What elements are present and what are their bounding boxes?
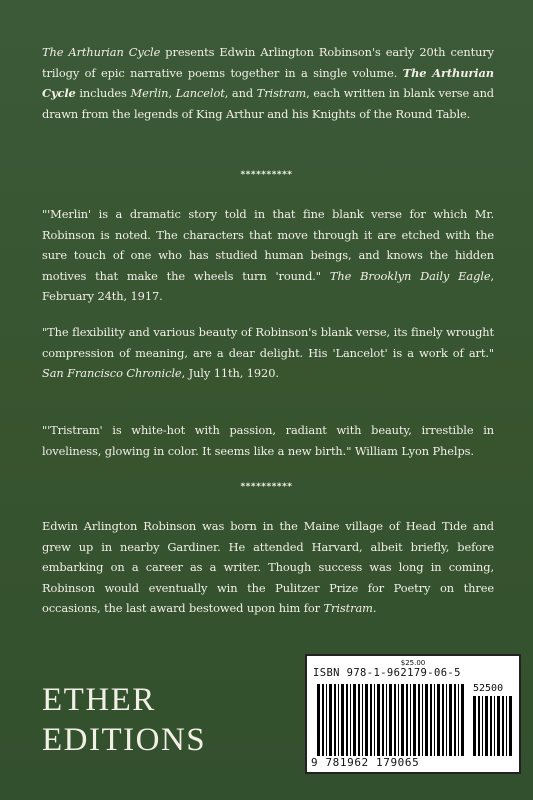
barcode-bar (350, 684, 351, 756)
isbn-label: ISBN 978-1-962179-06-5 (313, 667, 461, 679)
quote-text: "The flexibility and various beauty of Robinson's blank verse, its finely wrought compression of meaning, are a dear delight. His 'Lancelot' is a work of art." (42, 325, 494, 360)
barcode-bar (386, 684, 387, 756)
quote-date: , February 24th, 1917. (42, 268, 494, 303)
barcode-bar (502, 696, 504, 756)
barcode-bar (446, 684, 447, 756)
barcode-bar (370, 684, 372, 756)
barcode-bar (473, 696, 476, 756)
barcode-bar (329, 684, 332, 756)
quote-text: "'Merlin' is a dramatic story told in that fine blank verse for which Mr. Robinson is noted. The characters that move through it are etched with the sure touch of one who has studied human beings, and knows the hidden motives that make the wheels turn 'round." (42, 207, 494, 283)
barcode-bar (506, 696, 507, 756)
publisher-line-1: ETHER (42, 682, 156, 718)
price-label: $25.00 (400, 659, 426, 667)
barcode-bar (317, 684, 320, 756)
barcode-bar (338, 684, 339, 756)
publisher-line-2: EDITIONS (42, 722, 207, 758)
barcode-bar (437, 684, 440, 756)
barcode-bar (362, 684, 363, 756)
barcode-bar (374, 684, 375, 756)
barcode-bar (422, 684, 423, 756)
poem-lancelot: Lancelot (175, 86, 225, 100)
barcode-bar (458, 684, 459, 756)
blurb-text: includes (75, 86, 131, 100)
blurb-text: , each written in blank verse and drawn from the legends of King Arthur and his Knights of the Round Table. (42, 86, 494, 121)
barcode-bar (334, 684, 336, 756)
barcode-bar (398, 684, 399, 756)
barcode-bar (322, 684, 324, 756)
review-quote (42, 204, 494, 307)
addon-barcode (473, 696, 515, 756)
poem-tristram: Tristram (256, 86, 307, 100)
bio-title: Tristram (323, 601, 373, 615)
barcode-bar (509, 696, 512, 756)
barcode-bar (454, 684, 456, 756)
bio-text: . (372, 601, 377, 615)
addon-number: 52500 (473, 683, 504, 694)
barcode-bar (410, 684, 411, 756)
blurb-text: , (168, 86, 176, 100)
barcode-bar (389, 684, 392, 756)
barcode-bar (442, 684, 444, 756)
quote-date: , July 11th, 1920. (181, 366, 279, 380)
barcode-bar (449, 684, 452, 756)
blurb-text: , and (224, 86, 257, 100)
quote-source: San Francisco Chronicle (42, 366, 182, 380)
barcode-bar (365, 684, 368, 756)
author-bio (42, 516, 494, 619)
barcode-bar (406, 684, 408, 756)
section-separator: ********** (240, 170, 293, 180)
book-blurb (42, 42, 494, 124)
barcode-panel (305, 654, 521, 774)
barcode-bar (461, 684, 464, 756)
barcode-bar (494, 696, 495, 756)
barcode-bar (482, 696, 483, 756)
ean-number: 9 781962 179065 (311, 756, 420, 769)
barcode-bar (425, 684, 428, 756)
review-quote (42, 322, 494, 384)
review-quote (42, 420, 494, 461)
barcode-bar (394, 684, 396, 756)
blurb-title: The Arthurian Cycle (42, 45, 161, 59)
barcode-bar (418, 684, 420, 756)
blurb-text: presents Edwin Arlington Robinson's early 20th century trilogy of epic narrative poems together in a single volume. (42, 45, 494, 80)
barcode-bar (382, 684, 384, 756)
barcode-bar (346, 684, 348, 756)
barcode-bar (434, 684, 435, 756)
quote-text: "'Tristram' is white-hot with passion, radiant with beauty, irrestible in loveliness, glowing in color. It seems like a new birth." William Lyon Phelps. (42, 423, 494, 458)
barcode-bar (353, 684, 356, 756)
barcode-bar (358, 684, 360, 756)
quote-source: The Brooklyn Daily Eagle (329, 268, 491, 283)
barcode-bar (485, 696, 488, 756)
barcode-bar (497, 696, 500, 756)
barcode-bar (377, 684, 380, 756)
barcode-bar (413, 684, 416, 756)
bio-text: Edwin Arlington Robinson was born in the Maine village of Head Tide and grew up in nearby Gardiner. He attended Harvard, albeit briefly, before embarking on a career as a writer. Though success was long in coming, Robinson would eventually win the Pulitzer Prize for Poetry on three occasions, the last award bestowed upon him for (42, 519, 494, 615)
barcode-bar (326, 684, 327, 756)
publisher-logo (42, 680, 206, 760)
barcode-bar (478, 696, 480, 756)
ean-barcode (317, 684, 467, 756)
barcode-bar (401, 684, 404, 756)
section-separator: ********** (240, 482, 293, 492)
barcode-bar (341, 684, 344, 756)
barcode-bar (490, 696, 492, 756)
barcode-bar (430, 684, 432, 756)
poem-merlin: Merlin (130, 86, 169, 100)
blurb-title-2: The Arthurian Cycle (42, 65, 494, 100)
